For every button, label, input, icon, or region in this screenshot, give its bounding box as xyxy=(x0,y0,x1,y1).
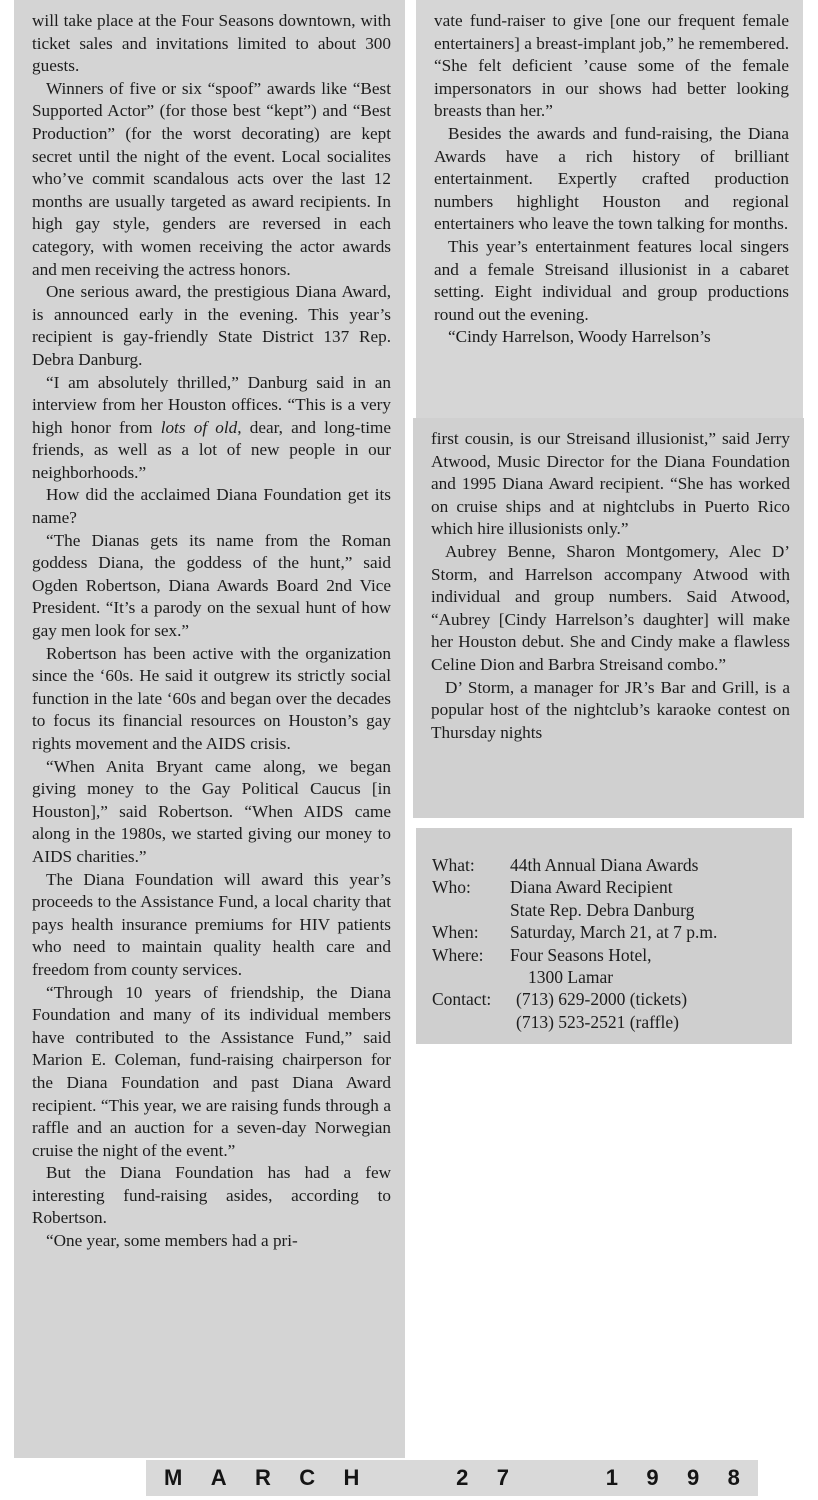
dateline-digit: 1 xyxy=(605,1465,619,1490)
dateline-digit: 9 xyxy=(646,1465,659,1490)
quote-text: , dear, and long-time friends, as well as a lot of new people in our neighborhoods.” xyxy=(32,417,391,482)
dateline-digit: 9 xyxy=(687,1465,700,1490)
info-label: What: xyxy=(432,855,475,875)
article-paragraph: “Through 10 years of friendship, the Diana Foundation and many of its individual members have contributed to the Assistance Fund,” said Marion E. Coleman, fund-raising chairperson for the Diana Foundation and past Diana Award recipient. “This year, we are raising funds through a raffle and an auction for a seven-day Norwegian cruise the night of the event.” xyxy=(32,982,391,1160)
dateline-letter: M xyxy=(164,1465,183,1490)
article-paragraph: The Diana Foundation will award this year’s proceeds to the Assistance Fund, a local charity that pays health insurance premiums for HIV patients who need to maintain quality health care and freedom from county services. xyxy=(32,869,391,979)
article-paragraph: D’ Storm, a manager for JR’s Bar and Grill, is a popular host of the nightclub’s karaoke contest on Thursday nights xyxy=(431,677,790,742)
info-who-row xyxy=(432,876,782,898)
dateline-letter: A xyxy=(210,1465,227,1490)
article-paragraph: will take place at the Four Seasons downtown, with ticket sales and invitations limited to about 300 guests. xyxy=(32,11,391,76)
info-label: Where: xyxy=(432,944,484,965)
info-label: When: xyxy=(432,922,479,943)
article-paragraph xyxy=(32,372,391,485)
info-value: (713) 629-2000 (tickets) xyxy=(516,989,688,1010)
article-column-right-top xyxy=(416,0,803,422)
article-paragraph: Aubrey Benne, Sharon Montgomery, Alec D’ Storm, and Harrelson accompany Atwood with individual and group numbers. Said Atwood, “Aubrey [Cindy Harrelson’s daughter] will make her Houston debut. She and Cindy make a flawless Celine Dion and Barbra Streisand combo.” xyxy=(431,541,790,674)
article-paragraph: But the Diana Foundation has had a few interesting fund-raising asides, according to Robertson. xyxy=(32,1163,391,1228)
article-paragraph: vate fund-raiser to give [one our frequent female entertainers] a breast-implant job,” he remembered. “She felt deficient ’cause some of the female impersonators in our shows had better looking breasts than her.” xyxy=(434,11,789,121)
dateline-digit: 8 xyxy=(727,1465,740,1490)
article-paragraph: “Cindy Harrelson, Woody Harrelson’s xyxy=(448,327,711,347)
article-column-right-middle xyxy=(413,418,804,818)
quote-text: “I am absolutely thrilled,” Danburg said in an interview from her Houston offices. “This is a very high honor from xyxy=(32,372,391,437)
dateline-digit: 7 xyxy=(496,1465,510,1490)
article-paragraph: first cousin, is our Streisand illusionist,” said Jerry Atwood, Music Director for the Diana Foundation and 1995 Diana Award recipient. “She has worked on cruise ships and at nightclubs in Puerto Rico which hire illusionists only.” xyxy=(431,429,790,539)
info-value: Saturday, March 21, at 7 p.m. xyxy=(510,922,718,943)
info-when-row xyxy=(432,921,782,943)
article-paragraph: Robertson has been active with the organization since the ‘60s. He said it outgrew its strictly social function in the late ‘60s and began over the decades to focus its financial resources on Houston’s gay rights movement and the AIDS crisis. xyxy=(32,643,391,753)
article-paragraph: Besides the awards and fund-raising, the Diana Awards have a rich history of brilliant entertainment. Expertly crafted production numbers highlight Houston and regional entertainers who leave the town talking for months. xyxy=(434,123,789,234)
dateline-digit: 2 xyxy=(456,1465,469,1490)
article-paragraph: Winners of five or six “spoof” awards like “Best Supported Actor” (for those best “kept”) and “Best Production” (for the worst decorating) are kept secret until the night of the event. Local socialites who’ve commit scandalous acts over the last 12 months are usually targeted as award recipients. In high gay style, genders are reversed in each category, with women receiving the actor awards and men receiving the actress honors. xyxy=(32,78,391,279)
article-paragraph: How did the acclaimed Diana Foundation get its name? xyxy=(32,485,391,528)
info-where-row xyxy=(432,944,782,966)
info-value: Four Seasons Hotel, xyxy=(510,944,652,965)
info-what-row xyxy=(432,854,782,876)
article-column-left xyxy=(14,0,405,1458)
article-paragraph: “When Anita Bryant came along, we began giving money to the Gay Political Caucus [in Houston],” said Robertson. “When AIDS came along in the 1980s, we started giving our money to AIDS charities.” xyxy=(32,756,391,866)
article-paragraph: This year’s entertainment features local singers and a female Streisand illusionist in a cabaret setting. Eight individual and group productions round out the evening. xyxy=(434,236,789,324)
article-paragraph: “The Dianas gets its name from the Roman goddess Diana, the goddess of the hunt,” said Ogden Robertson, Diana Awards Board 2nd Vice President. “It’s a parody on the sexual hunt of how gay men look for sex.” xyxy=(32,530,391,641)
info-value: (713) 523-2521 (raffle) xyxy=(516,1011,679,1032)
info-label: Who: xyxy=(432,877,471,898)
article-paragraph: “One year, some members had a pri- xyxy=(46,1231,298,1251)
dateline-letter: H xyxy=(343,1465,360,1490)
info-contact-row xyxy=(432,988,782,1010)
info-value: 44th Annual Diana Awards xyxy=(510,855,699,875)
event-info-box xyxy=(416,828,792,1044)
info-label: Contact: xyxy=(432,989,492,1010)
italic-text: lots of old xyxy=(160,417,238,437)
info-value: Diana Award Recipient xyxy=(510,877,673,898)
dateline-letter: C xyxy=(299,1465,316,1490)
dateline-letter: R xyxy=(254,1465,271,1490)
article-paragraph: One serious award, the prestigious Diana Award, is announced early in the evening. This year’s recipient is gay-friendly State District 137 Rep. Debra Danburg. xyxy=(32,282,391,369)
info-value: 1300 Lamar xyxy=(528,967,614,988)
issue-dateline xyxy=(146,1460,758,1496)
info-value: State Rep. Debra Danburg xyxy=(510,899,695,920)
